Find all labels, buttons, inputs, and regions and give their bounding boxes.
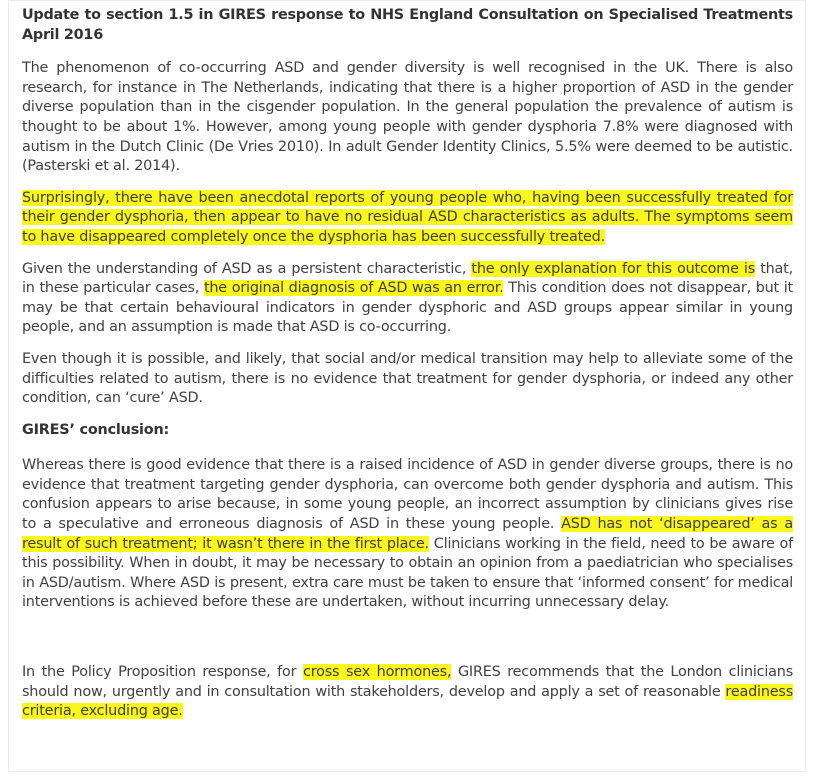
document-body bbox=[22, 6, 793, 734]
spacer bbox=[22, 625, 793, 663]
text-segment: Given the understanding of ASD as a persistent characteristic, bbox=[22, 260, 472, 277]
paragraph-transition: Even though it is possible, and likely, that social and/or medical transition may help to alleviate some of the difficulties related to autism, there is no evidence that treatment for gender dysphoria, or indeed any other condition, can ‘cure’ ASD. bbox=[22, 350, 793, 407]
text-segment: Clinicians working in the field, need to be aware of this possibility. When in doubt, it may be necessary to obtain an opinion from a paediatrician who specialises in ASD/autism. Where ASD is present, extra care must be taken to ensure that ‘informed consent’ for medical interventions is achieved before these are undertaken, without incurring unnecessary delay. bbox=[22, 535, 793, 611]
conclusion-heading: GIRES’ conclusion: bbox=[22, 421, 170, 438]
highlight-anecdotal-reports: Surprisingly, there have been anecdotal reports of young people who, having been successfully treated for their gender dysphoria, then appear to have no residual ASD characteristics as adults. The symptoms seem to have disappeared completely once the dysphoria has been successfully treated. bbox=[22, 189, 793, 245]
highlight-only-explanation: the only explanation for this outcome is bbox=[471, 260, 756, 277]
paragraph-persistent-characteristic bbox=[22, 260, 793, 338]
text-segment: Whereas there is good evidence that there is a raised incidence of ASD in gender diverse groups, there is no evidence that treatment targeting gender dysphoria, can overcome both gender dysphoria and autism. This confusion appears to arise because, in some young people, an incorrect assumption by clinicians gives rise to a speculative and erroneous diagnosis of ASD in these young people. bbox=[22, 457, 793, 533]
paragraph-prevalence: The phenomenon of co-occurring ASD and gender diversity is well recognised in the UK. There is also research, for instance in The Netherlands, indicating that there is a higher proportion of ASD in the gender diverse population than in the cisgender population. In the general population the prevalence of autism is thought to be about 1%. However, among young people with gender dysphoria 7.8% were diagnosed with autism in the Dutch Clinic (De Vries 2010). In adult Gender Identity Clinics, 5.5% were deemed to be autistic. (Pasterski et al. 2014). bbox=[22, 60, 793, 175]
text-segment: GIRES recommends that the London clinicians should now, urgently and in consultation with stakeholders, develop and apply a set of reasonable bbox=[22, 664, 794, 700]
paragraph-anecdotal-reports bbox=[22, 189, 793, 248]
highlight-diagnosis-error: the original diagnosis of ASD was an error. bbox=[203, 280, 504, 297]
document-title: Update to section 1.5 in GIRES response to NHS England Consultation on Specialised Treatments April 2016 bbox=[22, 7, 793, 43]
text-segment: This condition does not disappear, but it may be that certain behavioural indicators in gender dysphoric and ASD groups appear similar in young people, and an assumption is made that ASD is co-occurring. bbox=[22, 280, 793, 336]
document-page bbox=[8, 0, 806, 772]
paragraph-conclusion bbox=[22, 456, 793, 613]
highlight-readiness-criteria: readiness criteria, excluding age. bbox=[22, 683, 793, 720]
text-segment: In the Policy Proposition response, for bbox=[22, 664, 304, 681]
paragraph-policy-proposition bbox=[22, 663, 793, 722]
highlight-cross-sex-hormones: cross sex hormones, bbox=[303, 664, 452, 681]
text-segment: that, in these particular cases, bbox=[22, 260, 793, 297]
highlight-not-disappeared: ASD has not ‘disappeared’ as a result of such treatment; it wasn’t there in the first place. bbox=[22, 516, 793, 552]
